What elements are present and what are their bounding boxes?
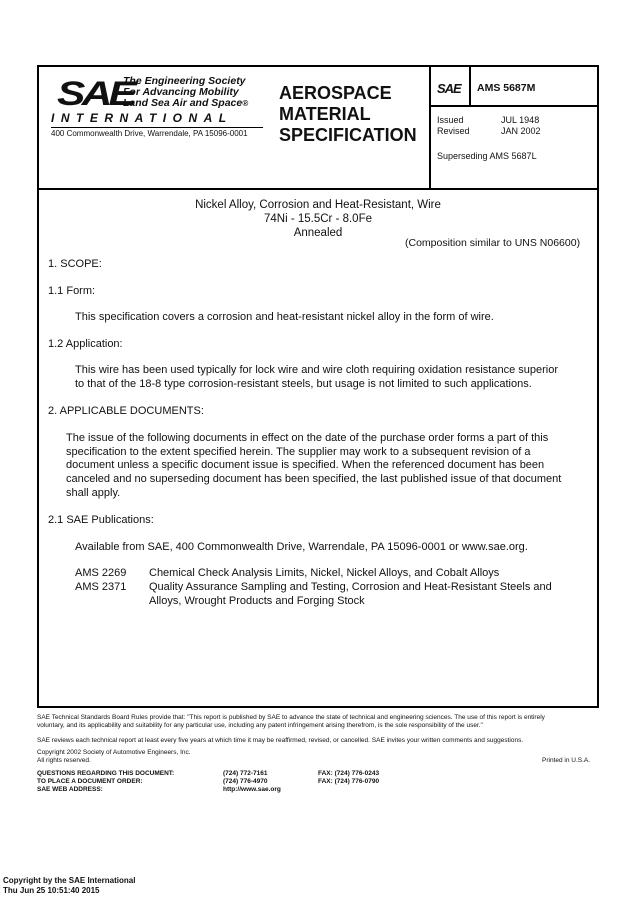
registered-mark: ® (242, 99, 249, 108)
footer-copyright: Copyright 2002 Society of Automotive Engineers, Inc. (37, 749, 191, 756)
issued-date: JUL 1948 (501, 115, 540, 125)
international-text: INTERNATIONAL (51, 111, 233, 125)
section-2-text-b: specification to the extent specified herein. The supplier may work to a subsequent revision of a (66, 446, 531, 458)
title-line-2: MATERIAL (279, 104, 371, 124)
sae-logo: SAE (57, 75, 134, 113)
footer-printed: Printed in U.S.A. (542, 757, 591, 764)
subject-line-3: Annealed (293, 227, 343, 239)
revised-date: JAN 2002 (501, 126, 541, 136)
section-1-1-heading: 1.1 Form: (48, 285, 96, 297)
section-1-2-text-a: This wire has been used typically for lock wire and wire cloth requiring oxidation resistance superior (75, 364, 559, 376)
web-url[interactable]: http://www.sae.org (223, 786, 281, 793)
doc-type-title (279, 83, 429, 146)
doc-info-box (429, 67, 599, 188)
questions-fax: FAX: (724) 776-0243 (318, 770, 380, 777)
logo-tagline (123, 76, 248, 109)
ref-2-title-a: Quality Assurance Sampling and Testing, Corrosion and Heat-Resistant Steels and (149, 581, 552, 593)
title-line-1: AEROSPACE (279, 83, 392, 103)
footer-review: SAE reviews each technical report at least every five years at which time it may be reaffirmed, revised, or cancelled. SAE invites your written comments and suggestions. (37, 737, 524, 744)
section-2-text-a: The issue of the following documents in effect on the date of the purchase order forms a part of this (66, 432, 549, 444)
issued-label: Issued (437, 115, 464, 125)
order-fax: FAX: (724) 776-0790 (318, 778, 380, 785)
section-2-text-d: canceled and no superseding document has been specified, the last published issue of that document (66, 473, 562, 485)
section-2-1-heading: 2.1 SAE Publications: (48, 514, 154, 526)
doc-separator (469, 67, 471, 105)
section-1-1-text: This specification covers a corrosion and heat-resistant nickel alloy in the form of wire. (75, 311, 494, 323)
composition-note: (Composition similar to UNS N06600) (405, 237, 581, 249)
subject-line-1: Nickel Alloy, Corrosion and Heat-Resistant, Wire (195, 199, 441, 211)
title-line-3: SPECIFICATION (279, 125, 417, 145)
sae-small-logo: SAE (437, 81, 461, 96)
footer-rules-a: SAE Technical Standards Board Rules provide that: "This report is published by SAE to advance the state of technical and engineering sciences. The use of this report is entirely (37, 714, 545, 721)
section-2-1-text: Available from SAE, 400 Commonwealth Drive, Warrendale, PA 15096-0001 or www.sae.org. (75, 541, 528, 553)
order-label: TO PLACE A DOCUMENT ORDER: (37, 778, 143, 785)
watermark-line-2: Thu Jun 25 10:51:40 2015 (3, 886, 100, 895)
ref-2-title-b: Alloys, Wrought Products and Forging Stock (149, 595, 365, 607)
header (39, 67, 597, 190)
doc-number-row (431, 67, 599, 107)
ref-1-code: AMS 2269 (75, 567, 127, 579)
footer-rights: All rights reserved. (37, 757, 91, 764)
tagline-3: Land Sea Air and Space (123, 97, 243, 109)
doc-number: AMS 5687M (477, 82, 536, 94)
section-1-2-text-b: to that of the 18-8 type corrosion-resistant steels, but usage is not limited to such applications. (75, 378, 532, 390)
section-2-text-e: shall apply. (66, 487, 121, 499)
document-body (39, 190, 597, 240)
tagline-2: For Advancing Mobility (123, 86, 239, 98)
section-2-text-c: document unless a specific document issue is specified. When the referenced document has been (66, 459, 545, 471)
watermark-line-1: Copyright by the SAE International (3, 876, 136, 885)
order-phone: (724) 776-4970 (223, 778, 268, 785)
superseding: Superseding AMS 5687L (437, 151, 537, 161)
subject-line-2: 74Ni - 15.5Cr - 8.0Fe (263, 213, 372, 225)
footer-rules-b: voluntary, and its applicability and suitability for any particular use, including any patent infringement arising therefrom, is the sole responsibility of the user." (37, 722, 483, 729)
questions-label: QUESTIONS REGARDING THIS DOCUMENT: (37, 770, 175, 777)
ref-2-code: AMS 2371 (75, 581, 127, 593)
logo-divider (51, 127, 263, 128)
section-1-2-heading: 1.2 Application: (48, 338, 123, 350)
questions-phone: (724) 772-7161 (223, 770, 268, 777)
web-label: SAE WEB ADDRESS: (37, 786, 103, 793)
tagline-1: The Engineering Society (123, 75, 246, 87)
address: 400 Commonwealth Drive, Warrendale, PA 15096-0001 (51, 129, 248, 138)
revised-label: Revised (437, 126, 470, 136)
section-1-heading: 1. SCOPE: (48, 258, 102, 270)
section-2-heading: 2. APPLICABLE DOCUMENTS: (48, 405, 204, 417)
logo-block (39, 67, 271, 188)
ref-1-title: Chemical Check Analysis Limits, Nickel, Nickel Alloys, and Cobalt Alloys (149, 567, 500, 579)
